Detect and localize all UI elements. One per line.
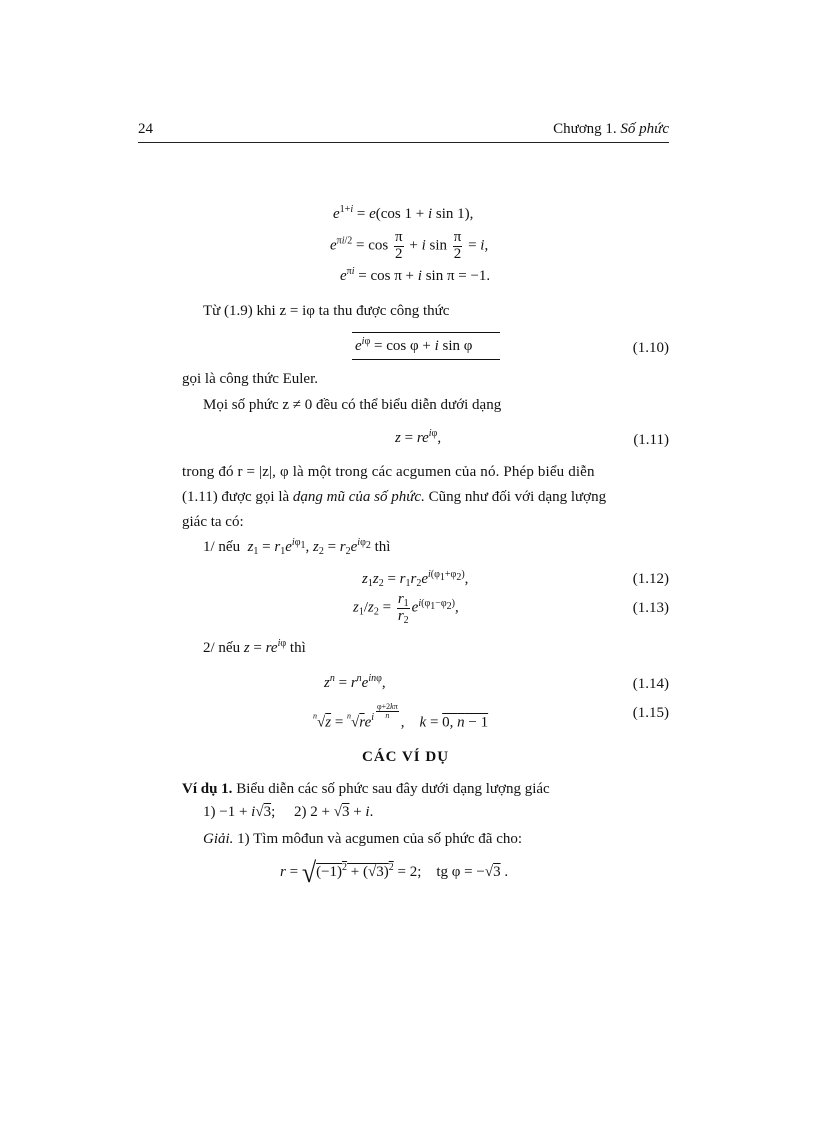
example-1-items: 1) −1 + i√3; 2) 2 + √3 + i. bbox=[203, 804, 374, 820]
chapter-title: Số phức bbox=[620, 121, 669, 137]
para-every: Mọi số phức z ≠ 0 đều có thể biểu diễn dưới dạng bbox=[203, 397, 502, 413]
formula-1-10: $e^{i\varphi} = \cos \varphi + i$ sin φ bbox=[355, 336, 473, 354]
para-where-line-2: (1.11) được gọi là dạng mũ của số phức. Cũng như đối với dạng lượng bbox=[182, 489, 607, 505]
formula-1-11: $z = re^{i\varphi}$, bbox=[395, 428, 442, 446]
eq-label-1-11: (1.11) bbox=[633, 432, 669, 448]
example-1-title: Ví dụ 1. bbox=[182, 781, 233, 797]
eq-label-1-15: (1.15) bbox=[632, 705, 669, 721]
formula-1-15: $^n√z = ^n√re^{i \frac{\varphi+2k\pi}{n}}$ , k = 0, n − 1 bbox=[313, 702, 489, 731]
formula-1-10-top-rule bbox=[352, 332, 500, 333]
case-1: 1/ nếu $z_1 = r_1e^{i\varphi_1}$, $z_2 = r_2e^{i\varphi_2}$ thì bbox=[203, 537, 391, 557]
eq-label-1-10: (1.10) bbox=[632, 340, 669, 356]
solution-line bbox=[203, 831, 522, 848]
case-2: 2/ nếu $z = re^{i\varphi}$ thì bbox=[203, 638, 306, 656]
euler-example-3: $e^{\pi i} = \cos \pi + i$ sin π = −1. bbox=[340, 266, 491, 284]
formula-1-13: $z_1/z_2$ = $\frac{r_1}{r_2}$ $e^{i(\varphi_1-\varphi_2)}$, bbox=[353, 591, 459, 626]
solution-result: $r = √(-1)^2 + (√3)^2 = 2$; tg φ = −√3 . bbox=[280, 856, 509, 889]
term-exponential-form: dạng mũ của số phức. bbox=[292, 489, 425, 505]
running-head bbox=[553, 121, 669, 138]
solution-text: 1) Tìm môđun và acgumen của số phức đã cho: bbox=[237, 831, 523, 847]
euler-example-1: $e^{1+i} = e(\cos$ 1 + i sin 1), bbox=[333, 204, 474, 222]
eq-label-1-12: (1.12) bbox=[632, 571, 669, 587]
formula-1-10-bottom-rule bbox=[352, 359, 500, 360]
section-heading: CÁC VÍ DỤ bbox=[362, 749, 450, 765]
formula-1-12: $z_1z_2 = r_1r_2e^{i(\varphi_1+\varphi_2)}$, bbox=[362, 569, 469, 589]
example-1-text: Biểu diễn các số phức sau đây dưới dạng lượng giác bbox=[236, 781, 550, 797]
solution-label: Giải. bbox=[203, 831, 234, 847]
page-number: 24 bbox=[138, 121, 153, 137]
para-where-line-3: giác ta có: bbox=[182, 514, 244, 530]
eq-label-1-13: (1.13) bbox=[632, 600, 669, 616]
formula-1-14: $z^n = r^ne^{in\varphi}$, bbox=[324, 673, 386, 691]
example-1-line bbox=[182, 781, 550, 798]
eq-label-1-14: (1.14) bbox=[632, 676, 669, 692]
para-euler: gọi là công thức Euler. bbox=[182, 371, 319, 387]
chapter-prefix: Chương 1. bbox=[553, 121, 617, 137]
para-from-1-9: Từ (1.9) khi z = iφ ta thu được công thức bbox=[203, 303, 450, 319]
header-rule bbox=[138, 142, 669, 143]
euler-example-2: $e^{\pi i/2} = \cos$ $\frac{\pi}{2}$ + i sin $\frac{\pi}{2}$ = i, bbox=[330, 229, 489, 262]
para-where-line-1: trong đó r = |z|, φ là một trong các acgumen của nó. Phép biểu diễn bbox=[182, 464, 595, 480]
